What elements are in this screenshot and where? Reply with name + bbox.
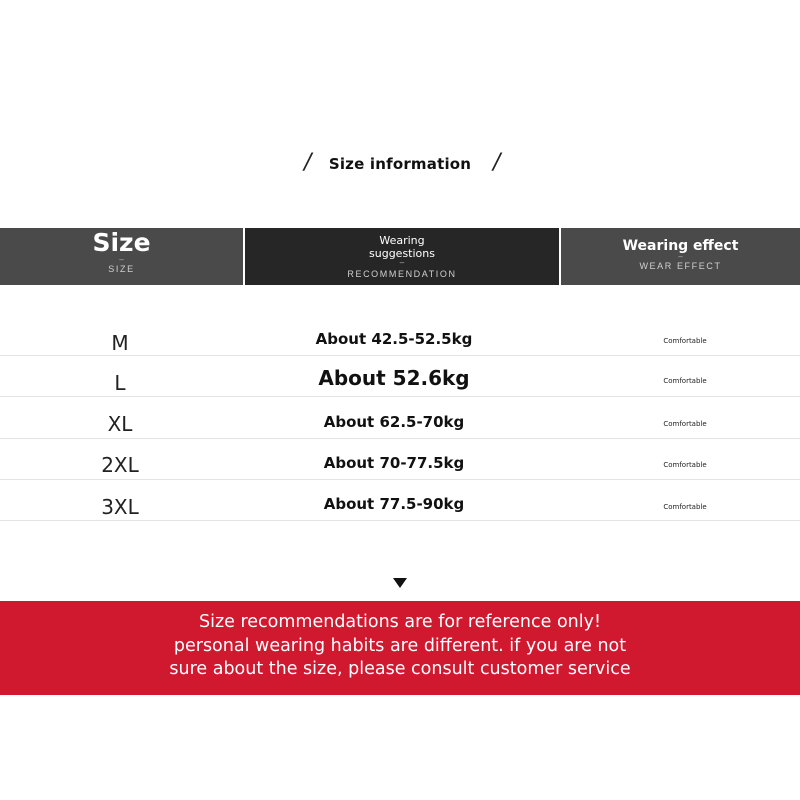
effect-cell: Comfortable [663,420,707,428]
size-notice-banner [0,601,800,695]
recommendation-cell: About 70-77.5kg [323,454,465,472]
size-cell: 2XL [101,453,139,477]
header-effect-title: Wearing effect [622,238,739,254]
size-cell: XL [107,412,133,436]
header-recommendation-dash: – [399,258,405,267]
recommendation-cell: About 42.5-52.5kg [315,330,473,348]
section-title: Size information [328,155,472,173]
header-recommendation [245,228,559,285]
recommendation-cell: About 77.5-90kg [323,495,465,513]
section-title-bar [0,150,800,180]
slash-divider-left: / [304,150,312,175]
size-cell: L [114,371,126,395]
effect-cell: Comfortable [663,503,707,511]
header-recommendation-title-line2: suggestions [369,247,435,260]
header-effect-subtitle: WEAR EFFECT [639,261,722,271]
triangle-down-icon [393,578,407,588]
table-row [0,479,800,521]
header-recommendation-subtitle: RECOMMENDATION [347,269,457,279]
table-row [0,397,800,439]
table-row [0,438,800,480]
table-row [0,355,800,397]
effect-cell: Comfortable [663,377,707,385]
header-size [0,228,243,285]
notice-line-2: personal wearing habits are different. if you are not [173,635,627,656]
recommendation-cell: About 62.5-70kg [323,413,465,431]
header-size-title: Size [92,228,151,257]
header-effect-dash: – [678,252,683,261]
header-size-dash: – [119,255,124,264]
effect-cell: Comfortable [663,461,707,469]
recommendation-cell: About 52.6kg [318,366,470,390]
effect-cell: Comfortable [663,337,707,345]
notice-line-1: Size recommendations are for reference only! [198,612,602,632]
size-cell: M [111,331,129,355]
slash-divider-right: / [493,150,501,175]
header-effect [561,228,800,285]
table-row [0,314,800,356]
notice-line-3: sure about the size, please consult customer service [169,659,631,679]
size-table-header [0,228,800,285]
header-size-subtitle: SIZE [108,264,135,274]
size-cell: 3XL [101,495,139,519]
header-recommendation-title-line1: Wearing [379,234,425,247]
